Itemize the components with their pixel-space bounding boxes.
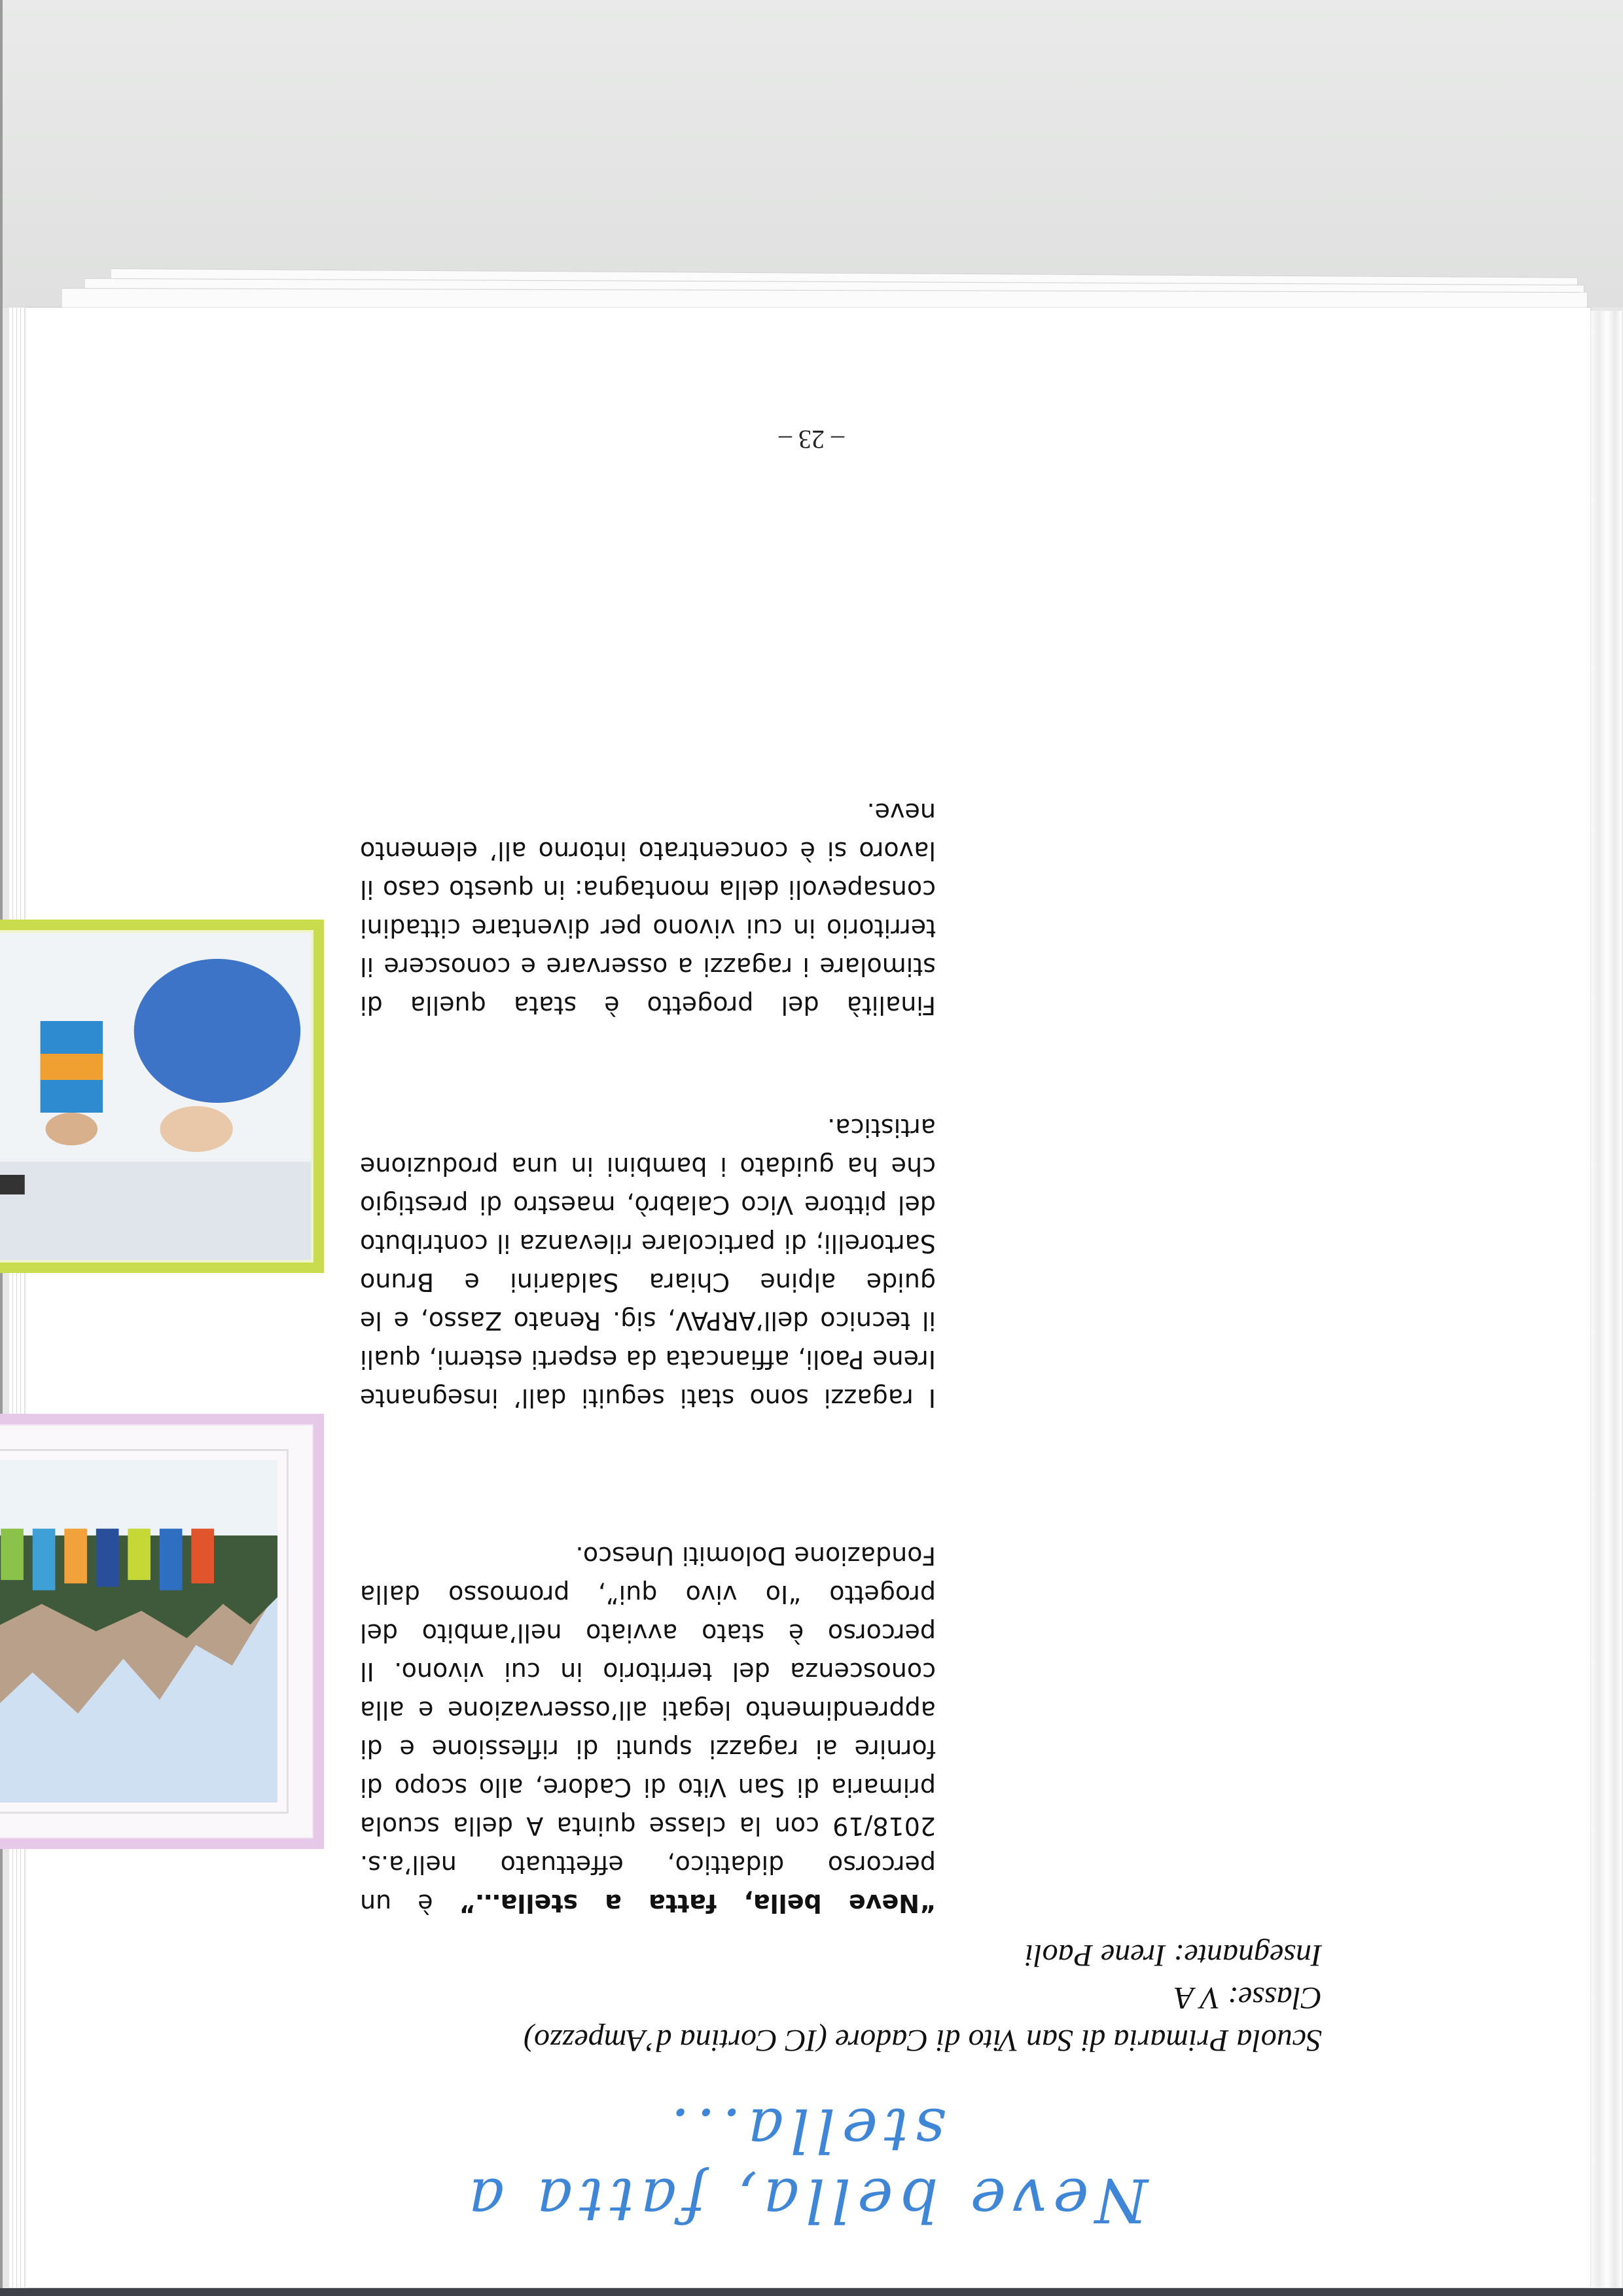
photo-mat	[0, 1424, 313, 1839]
document-page	[26, 308, 1590, 2287]
photo-border	[0, 1449, 289, 1814]
paragraph-intro-text: è un percorso didattico, effettuato nell’a.s. 2018/19 con la classe quinta A della scuola primaria di San Vito di Cadore, allo scopo di fornire ai ragazzi spunti di riflessione e di apprendimento legati all’osservazione e alla conoscenza del territorio in cui vivono. Il percorso è stato avviato nell’ambito del progetto “Io vivo qui”, promosso dalla Fondazione Dolomiti Unesco.	[360, 1541, 936, 1918]
page-stack-left	[9, 308, 26, 2287]
project-title-inline: “Neve bella, fatta a stella…”	[459, 1889, 936, 1918]
page-number: – 23 –	[779, 425, 844, 454]
snow-activity-image	[0, 933, 311, 1260]
scanner-background	[0, 0, 1623, 308]
page-title: Neve bella, fatta a stella...	[462, 2095, 1148, 2235]
class-line: Classe: V A	[1175, 1981, 1322, 2015]
paragraph-people: I ragazzi sono stati seguiti dall’ insegnante Irene Paoli, affiancata da esperti esterni, quali il tecnico dell’ARPAV, sig. Renato Zasso, e le guide alpine Chiara Saldarini e Bruno Sartorelli; di particolare rilevanza il contributo del pittore Vico Calabrò, maestro di prestigio che ha guidato i bambini in una produzione artistica.	[360, 1113, 936, 1412]
paragraph-goals: Finalità del progetto è stata quella di stimolare i ragazzi a osservare e conoscere il territorio in cui vivono per diventare cittadini consapevoli della montagna: in questo caso il lavoro si è concentrato intorno all’ elemento neve.	[360, 798, 936, 1020]
scanner-edge	[0, 2288, 1623, 2296]
paragraph-intro	[360, 1536, 936, 1922]
photo-frame-group	[0, 1414, 324, 1849]
photo-frame-snow	[0, 920, 324, 1273]
page-stack-right	[1589, 311, 1622, 2287]
teacher-line: Insegnante: Irene Paoli	[1024, 1938, 1322, 1973]
group-photo-image	[0, 1460, 277, 1803]
photo-border	[0, 930, 313, 1263]
snow-activity-photo	[0, 933, 311, 1260]
school-line: Scuola Primaria di San Vito di Cadore (IC Cortina d’Ampezzo)	[524, 2023, 1322, 2058]
group-photo-mountains	[0, 1460, 277, 1803]
